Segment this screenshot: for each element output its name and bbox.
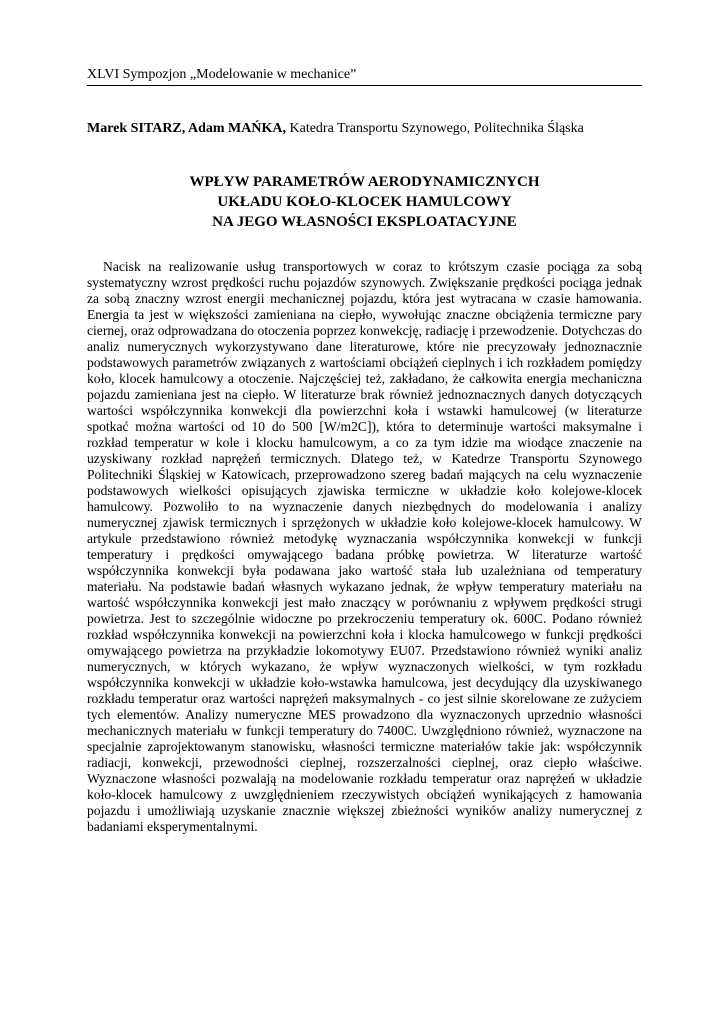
- author-names: Marek SITARZ, Adam MAŃKA,: [87, 121, 286, 136]
- abstract-paragraph: Nacisk na realizowanie usług transportowych w coraz to krótszym czasie pociąga za sobą systematyczny wzrost prędkości ruchu pojazdów szynowych. Zwiększanie prędkości pociąga jednak za sobą znaczny wzrost energii mechanicznej pojazdu, która jest wytracana w czasie hamowania. Energia ta jest w większości zamieniana na ciepło, wywołując znaczne obciążenia termiczne pary ciernej, oraz odprowadzana do otoczenia poprzez konwekcję, radiację i przewodzenie. Dotychczas do analiz numerycznych wykorzystywano dane literaturowe, które nie precyzowały jednoznacznie podstawowych parametrów związanych z wartościami obciążeń cieplnych i ich rozkładem pomiędzy koło, klocek hamulcowy a otoczenie. Najczęściej też, zakładano, że całkowita energia mechaniczna pojazdu zamieniana jest na ciepło. W literaturze brak również jednoznacznych danych dotyczących wartości współczynnika konwekcji dla powierzchni koła i wstawki hamulcowej (w literaturze spotkać można wartości od 10 do 500 [W/m2C]), która to determinuje wartości maksymalne i rozkład temperatur w kole i klocku hamulcowym, a co za tym idzie ma wiodące znaczenie na uzyskiwany rozkład naprężeń termicznych. Dlatego też, w Katedrze Transportu Szynowego Politechniki Śląskiej w Katowicach, przeprowadzono szereg badań mających na celu wyznaczenie podstawowych wielkości opisujących zjawiska termiczne w układzie koło kolejowe-klocek hamulcowy. Pozwoliło to na wyznaczenie danych niezbędnych do modelowania i analizy numerycznej zjawisk termicznych i sprzężonych w układzie koło kolejowe-klocek hamulcowy. W artykule przedstawiono również metodykę wyznaczania współczynnika konwekcji w funkcji temperatury i prędkości omywającego badana próbkę powietrza. W literaturze wartość współczynnika konwekcji była podawana jako wartość stała lub uzależniana od temperatury materiału. Na podstawie badań własnych wykazano jednak, że wpływ temperatury materiału na wartość współczynnika konwekcji jest mało znaczący w porównaniu z wpływem prędkości strugi powietrza. Jest to szczególnie widoczne po przekroczeniu temperatury ok. 600C. Podano również rozkład współczynnika konwekcji na powierzchni koła i klocka hamulcowego w funkcji prędkości omywającego powietrza na przykładzie lokomotywy EU07. Przedstawiono również wyniki analiz numerycznych, w których wykazano, że wpływ wyznaczonych wielkości, w tym rozkładu współczynnika konwekcji w układzie koło-wstawka hamulcowa, jest decydujący dla uzyskiwanego rozkładu temperatur oraz wartości naprężeń maksymalnych - co jest silnie skorelowane ze zużyciem tych elementów. Analizy numeryczne MES prowadzono dla wyznaczonych uprzednio własności mechanicznych materiału w funkcji temperatury do 7400C. Uwzględniono również, wyznaczone na specjalnie zaprojektowanym stanowisku, własności termiczne materiałów takie jak: współczynnik radiacji, konwekcji, przewodności cieplnej, rozszerzalności cieplnej, oraz ciepło właściwe. Wyznaczone własności pozwalają na modelowanie rozkładu temperatur oraz naprężeń w układzie koło-klocek hamulcowy z uwzględnieniem rzeczywistych obciążeń wynikających z hamowania pojazdu i umożliwiają uzyskanie znacznie większej zbieżności wyników analizy numerycznej z badaniami eksperymentalnymi.: [87, 259, 642, 834]
- author-line: [87, 120, 647, 137]
- running-header: XLVI Sympozjon „Modelowanie w mechanice”: [87, 66, 642, 86]
- paper-title: [87, 172, 642, 232]
- author-affiliation: Katedra Transportu Szynowego, Politechnika Śląska: [286, 121, 584, 136]
- paper-title-line: WPŁYW PARAMETRÓW AERODYNAMICZNYCH: [189, 174, 540, 190]
- paper-title-line: UKŁADU KOŁO-KLOCEK HAMULCOWY: [217, 194, 512, 210]
- paper-title-line: NA JEGO WŁASNOŚCI EKSPLOATACYJNE: [212, 214, 517, 230]
